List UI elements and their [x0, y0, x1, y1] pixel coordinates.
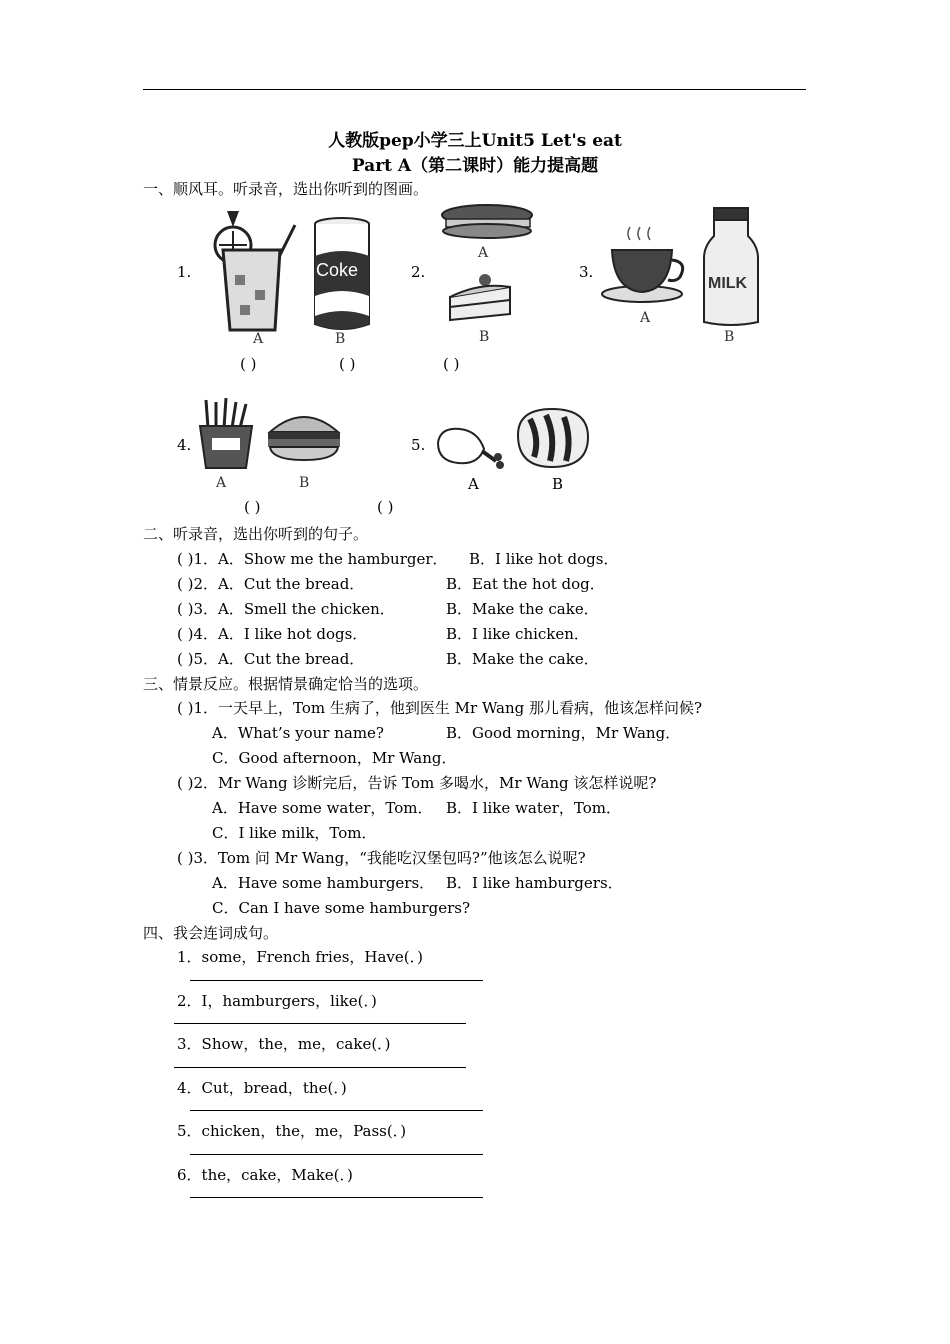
- french-fries-image: [198, 398, 256, 470]
- s3-q1-c: C．Good afternoon，Mr Wang．: [212, 749, 457, 767]
- q1-answer-blank[interactable]: ( ): [240, 355, 257, 373]
- hotdog-image: [440, 203, 535, 241]
- coke-label: Coke: [316, 260, 359, 280]
- q5-number: 5.: [411, 436, 426, 454]
- s2-q4-a: ( )4．A．I like hot dogs．: [177, 625, 368, 643]
- page-subtitle: Part A（第二课时）能力提高题: [351, 156, 599, 176]
- q3-option-a: A: [640, 310, 651, 326]
- s4-answer-line-6[interactable]: [190, 1197, 483, 1198]
- q2-option-b: B: [479, 329, 490, 345]
- q1-option-b: B: [335, 331, 346, 347]
- s3-q1-a: A．What’s your name?: [212, 724, 384, 742]
- q2-answer-blank[interactable]: ( ): [339, 355, 356, 373]
- q2-number: 2.: [411, 263, 426, 281]
- s4-item-1: 1．some，French fries，Have(．): [177, 948, 423, 966]
- s3-q2-b: B．I like water，Tom．: [446, 799, 621, 817]
- bread-loaf-image: [514, 405, 592, 471]
- s4-answer-line-1[interactable]: [190, 980, 483, 981]
- s4-item-3: 3．Show，the，me，cake(．): [177, 1035, 391, 1053]
- s2-q2-b: B．Eat the hot dog．: [446, 575, 605, 593]
- s3-q3-stem: ( )3．Tom 问 Mr Wang，“我能吃汉堡包吗?”他该怎么说呢?: [177, 849, 586, 867]
- q4-answer-blank[interactable]: ( ): [244, 498, 261, 516]
- section3-heading: 三、情景反应。根据情景确定恰当的选项。: [143, 675, 429, 693]
- milk-bottle-image: [700, 206, 762, 330]
- s2-q5-a: ( )5．A．Cut the bread．: [177, 650, 365, 668]
- s4-answer-line-3[interactable]: [174, 1067, 466, 1068]
- section2-heading: 二、听录音，选出你听到的句子。: [143, 525, 369, 543]
- q4-option-b: B: [299, 475, 310, 491]
- chicken-leg-image: [434, 423, 508, 473]
- section4-heading: 四、我会连词成句。: [143, 924, 279, 942]
- q4-option-a: A: [216, 475, 227, 491]
- s4-answer-line-5[interactable]: [190, 1154, 483, 1155]
- page-title: 人教版pep小学三上Unit5 Let's eat: [328, 131, 622, 151]
- s2-q1-b: B．I like hot dogs．: [469, 550, 619, 568]
- s3-q2-c: C．I like milk，Tom．: [212, 824, 377, 842]
- q3-option-b: B: [724, 329, 735, 345]
- hamburger-image: [266, 408, 342, 462]
- header-rule: [143, 89, 806, 90]
- s2-q4-b: B．I like chicken．: [446, 625, 589, 643]
- q5-option-a: A: [468, 475, 479, 493]
- s2-q3-a: ( )3．A．Smell the chicken．: [177, 600, 395, 618]
- s2-q3-b: B．Make the cake．: [446, 600, 599, 618]
- s3-q3-a: A．Have some hamburgers．: [212, 874, 435, 892]
- s4-item-2: 2．I，hamburgers，like(．): [177, 992, 377, 1010]
- s3-q2-stem: ( )2．Mr Wang 诊断完后，告诉 Tom 多喝水，Mr Wang 该怎样说呢?: [177, 774, 657, 792]
- q3-number: 3.: [579, 263, 594, 281]
- section1-heading: 一、顺风耳。听录音，选出你听到的图画。: [143, 180, 429, 198]
- cake-slice-image: [445, 272, 517, 324]
- s4-item-6: 6．the，cake，Make(．): [177, 1166, 353, 1184]
- juice-glass-image: [205, 205, 300, 335]
- coffee-cup-image: [600, 222, 690, 304]
- q2-option-a: A: [478, 245, 489, 261]
- s3-q1-stem: ( )1．一天早上，Tom 生病了，他到医生 Mr Wang 那儿看病，他该怎样问候?: [177, 699, 703, 717]
- q5-answer-blank[interactable]: ( ): [377, 498, 394, 516]
- s2-q5-b: B．Make the cake．: [446, 650, 599, 668]
- q1-number: 1.: [177, 263, 192, 281]
- s2-q2-a: ( )2．A．Cut the bread．: [177, 575, 365, 593]
- s3-q2-a: A．Have some water，Tom．: [212, 799, 433, 817]
- q4-number: 4.: [177, 436, 192, 454]
- s4-answer-line-4[interactable]: [190, 1110, 483, 1111]
- s4-item-5: 5．chicken，the，me，Pass(．): [177, 1122, 407, 1140]
- s4-item-4: 4．Cut，bread，the(．): [177, 1079, 347, 1097]
- q1-option-a: A: [253, 331, 264, 347]
- s3-q3-c: C．Can I have some hamburgers?: [212, 899, 470, 917]
- s2-q1-a: ( )1．A．Show me the hamburger．: [177, 550, 448, 568]
- milk-label: MILK: [708, 275, 748, 292]
- s4-answer-line-2[interactable]: [174, 1023, 466, 1024]
- s3-q3-b: B．I like hamburgers．: [446, 874, 623, 892]
- s3-q1-b: B．Good morning，Mr Wang．: [446, 724, 681, 742]
- coke-can-image: [312, 216, 374, 336]
- q5-option-b: B: [552, 475, 564, 493]
- q3-answer-blank[interactable]: ( ): [443, 355, 460, 373]
